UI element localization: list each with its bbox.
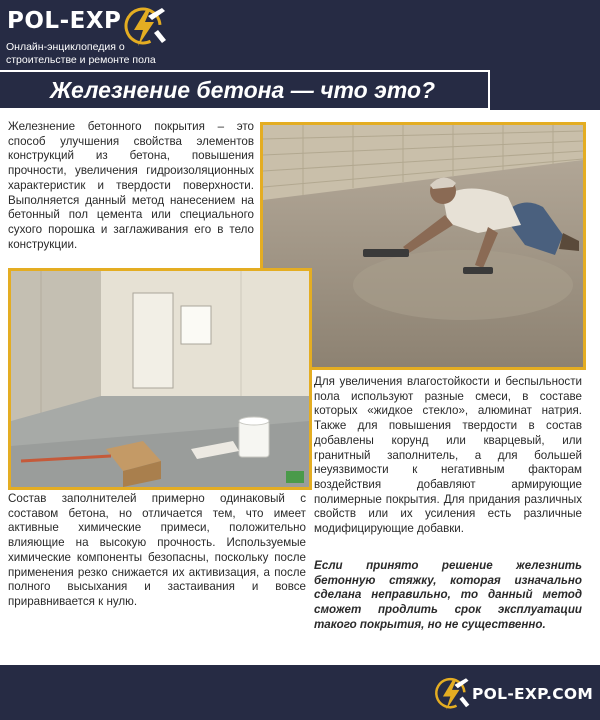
additives-paragraph: Для увеличения влагостойкости и беспыльности пола используют разные смеси, в составе которых «жидкое стекло», алюминат натрия. Также для повышения твердости в состав добавлены корунд или кварцевый, или гранитный заполнитель, а для большей неуязвимости к негативным факторам воздействия добавляют армирующие полимерные покрытия. Для придания различных свойств или их усиления есть различные модифицирующие добавки.	[314, 375, 582, 536]
footer-site-link[interactable]: POL-EXP.COM	[472, 685, 594, 703]
conclusion-paragraph: Если принято решение железнить бетонную стяжку, которая изначально сделана неправильно, то данный метод сможет продлить срок эксплуатации такого покрытия, но не существенно.	[314, 559, 582, 631]
tagline: Онлайн-энциклопедия о строительстве и ремонте пола	[6, 41, 156, 66]
footer	[0, 665, 600, 720]
logo[interactable]	[3, 3, 138, 39]
intro-paragraph: Железнение бетонного покрытия – это способ улучшения свойства элементов конструкций из бетона, повышения прочности, увеличения гидроизоляционных характеристик и твердости поверхности. Выполняется данный метод нанесением на бетонный пол цемента или специального сухого порошка и заглаживания его в тело конструкции.	[8, 120, 254, 251]
lightning-tools-icon	[432, 675, 472, 713]
title-bar	[0, 70, 490, 110]
page-title: Железнение бетона — что это?	[50, 77, 436, 103]
finished-floor-room-photo	[8, 268, 312, 490]
article-content	[0, 110, 600, 665]
composition-paragraph: Состав заполнителей примерно одинаковый с составом бетона, но отличается тем, что имеет активные химические примеси, положительно влияющие на высокую прочность. Используемые химические компоненты безопасны, поскольку после применения резко снижается их активизация, а после полного высыхания и застаивания и вовсе приравнивается к нулю.	[8, 492, 306, 608]
logo-text: POL-EXP	[7, 8, 122, 34]
header	[0, 0, 600, 70]
